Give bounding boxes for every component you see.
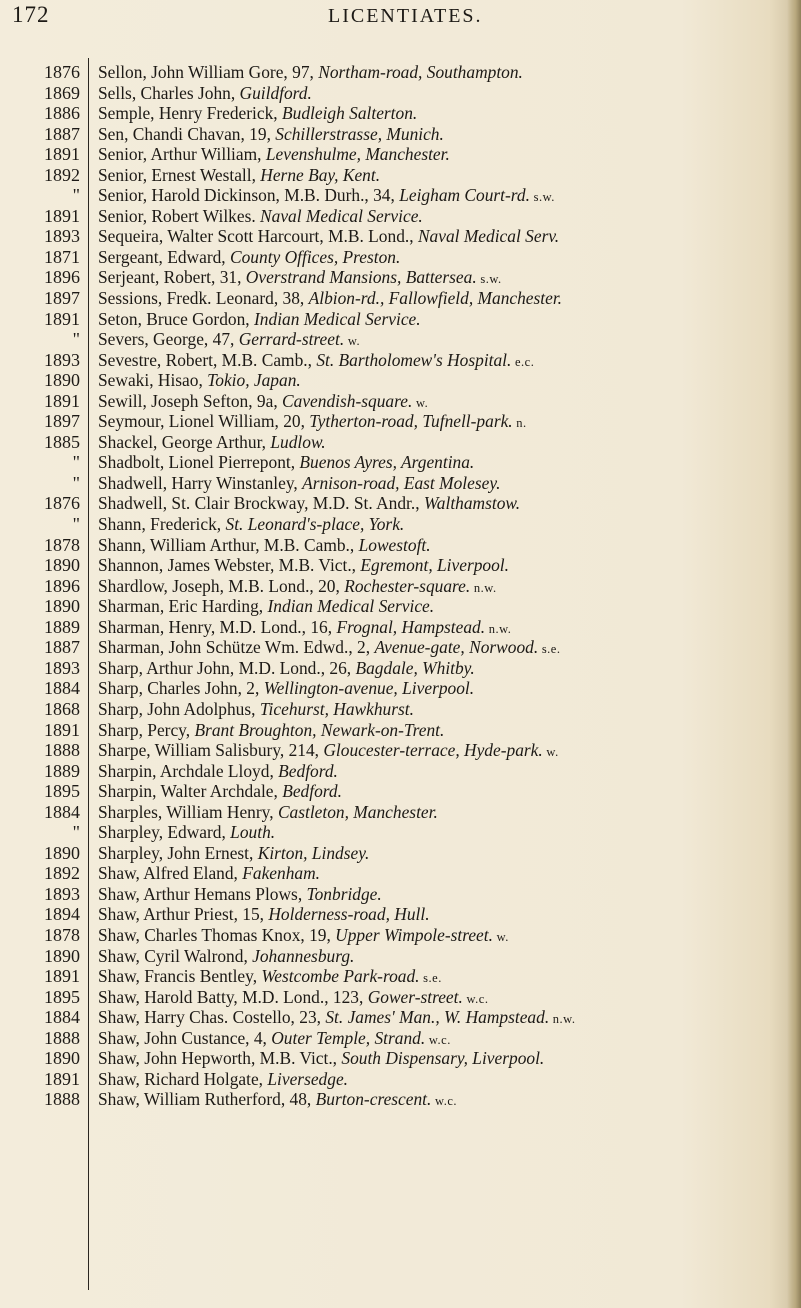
entry-year: 1892 (44, 164, 80, 185)
entry-name: Sells, Charles John, (98, 82, 240, 103)
entry-address: Gerrard-street. (238, 329, 345, 350)
entry-text (98, 1048, 793, 1070)
entry-year: " (72, 472, 80, 493)
entry-text (98, 781, 793, 803)
entry-address: Gower-street. (367, 986, 463, 1007)
page-header (0, 2, 801, 36)
entry-district: e.c. (511, 354, 535, 369)
entry-district: n. (512, 416, 527, 431)
entry-address: Ticehurst, Hawkhurst. (259, 698, 414, 719)
entry-text (98, 637, 793, 659)
entry-text (98, 83, 793, 105)
entry-address: Wellington-avenue, Liverpool. (263, 678, 475, 699)
entry-name: Serjeant, Robert, 31, (98, 267, 246, 288)
entry-district: n.w. (470, 580, 497, 595)
entry-name: Sewaki, Hisao, (98, 370, 208, 391)
entry-year: 1884 (44, 678, 80, 699)
entry-address: Lowestoft. (358, 534, 431, 555)
entry-name: Sharpin, Walter Archdale, (98, 781, 283, 802)
entry-name: Shadbolt, Lionel Pierrepont, (98, 452, 300, 473)
entry-text (98, 576, 793, 598)
entry-address: Schillerstrasse, Munich. (275, 123, 444, 144)
entry-address: Naval Medical Serv. (417, 226, 560, 247)
list-item (0, 843, 801, 864)
list-item (0, 617, 801, 638)
entry-address: Leigham Court-rd. (399, 185, 530, 206)
entry-name: Shaw, Charles Thomas Knox, 19, (98, 924, 336, 945)
list-item (0, 678, 801, 699)
list-item (0, 432, 801, 453)
list-item (0, 884, 801, 905)
entry-name: Senior, Arthur William, (98, 144, 266, 165)
entry-text (98, 329, 793, 351)
entry-address: Tytherton-road, Tufnell-park. (309, 411, 513, 432)
entry-address: Outer Temple, Strand. (271, 1027, 426, 1048)
entry-address: Guildford. (239, 82, 312, 103)
list-item (0, 535, 801, 556)
entry-name: Sharpin, Archdale Lloyd, (98, 760, 279, 781)
entry-text (98, 678, 793, 700)
entry-district: n.w. (485, 621, 512, 636)
list-item (0, 1028, 801, 1049)
entry-address: Bedford. (278, 760, 338, 781)
entry-name: Sergeant, Edward, (98, 246, 231, 267)
entry-year: " (72, 822, 80, 843)
entry-name: Shaw, John Custance, 4, (98, 1027, 272, 1048)
entry-year: 1871 (44, 246, 80, 267)
entry-name: Shackel, George Arthur, (98, 431, 271, 452)
entry-year: 1893 (44, 657, 80, 678)
entry-year: 1886 (44, 103, 80, 124)
entry-address: Avenue-gate, Norwood. (374, 637, 539, 658)
list-item (0, 925, 801, 946)
entry-name: Severs, George, 47, (98, 329, 239, 350)
entry-name: Shaw, William Rutherford, 48, (98, 1089, 316, 1110)
list-item (0, 103, 801, 124)
entry-text (98, 1007, 793, 1029)
entry-name: Sharman, John Schütze Wm. Edwd., 2, (98, 637, 375, 658)
entry-text (98, 617, 793, 639)
entry-text (98, 452, 793, 474)
list-item (0, 863, 801, 884)
entry-name: Shaw, John Hepworth, M.B. Vict., (98, 1048, 342, 1069)
entry-year: 1890 (44, 555, 80, 576)
list-item (0, 596, 801, 617)
entry-district: s.e. (419, 971, 442, 986)
entry-text (98, 720, 793, 742)
entry-address: Upper Wimpole-street. (335, 924, 493, 945)
entry-year: 1894 (44, 904, 80, 925)
entry-name: Shaw, Richard Holgate, (98, 1068, 268, 1089)
entry-name: Sharp, Arthur John, M.D. Lond., 26, (98, 657, 356, 678)
entry-name: Sewill, Joseph Sefton, 9a, (98, 390, 283, 411)
licentiates-list (0, 62, 801, 1110)
entry-address: Johannesburg. (252, 945, 355, 966)
entry-year: 1891 (44, 719, 80, 740)
entry-text (98, 966, 793, 988)
list-item (0, 822, 801, 843)
entry-year: 1887 (44, 123, 80, 144)
entry-address: Herne Bay, Kent. (260, 164, 381, 185)
entry-year: " (72, 185, 80, 206)
list-item (0, 740, 801, 761)
list-item (0, 637, 801, 658)
list-item (0, 1069, 801, 1090)
entry-address: Egremont, Liverpool. (360, 555, 509, 576)
entry-name: Shann, Frederick, (98, 514, 226, 535)
list-item (0, 329, 801, 350)
entry-text (98, 761, 793, 783)
entry-name: Sen, Chandi Chavan, 19, (98, 123, 276, 144)
entry-text (98, 124, 793, 146)
entry-year: " (72, 329, 80, 350)
entry-year: 1878 (44, 924, 80, 945)
entry-text (98, 904, 793, 926)
entry-name: Sessions, Fredk. Leonard, 38, (98, 288, 309, 309)
entry-year: " (72, 452, 80, 473)
entry-year: 1890 (44, 842, 80, 863)
entry-name: Shaw, Francis Bentley, (98, 966, 262, 987)
entry-year: 1868 (44, 698, 80, 719)
entry-district: s.e. (538, 642, 561, 657)
entry-year: 1884 (44, 801, 80, 822)
entry-address: Arnison-road, East Molesey. (302, 472, 501, 493)
entry-address: Walthamstow. (423, 493, 521, 514)
list-item (0, 452, 801, 473)
entry-text (98, 822, 793, 844)
entry-address: Ludlow. (270, 431, 326, 452)
list-item (0, 309, 801, 330)
entry-address: Holderness-road, Hull. (268, 904, 430, 925)
entry-text (98, 1028, 793, 1050)
list-item (0, 904, 801, 925)
list-item (0, 124, 801, 145)
list-item (0, 185, 801, 206)
entry-year: 1890 (44, 370, 80, 391)
entry-year: 1893 (44, 349, 80, 370)
entry-name: Senior, Ernest Westall, (98, 164, 261, 185)
list-item (0, 473, 801, 494)
entry-text (98, 267, 793, 289)
list-item (0, 1089, 801, 1110)
entry-address: Cavendish-square. (282, 390, 413, 411)
entry-text (98, 863, 793, 885)
entry-name: Shaw, Alfred Eland, (98, 863, 243, 884)
entry-name: Sharpley, Edward, (98, 822, 231, 843)
entry-address: Tonbridge. (306, 883, 382, 904)
entry-address: Louth. (230, 822, 276, 843)
entry-year: 1888 (44, 1027, 80, 1048)
entry-year: 1891 (44, 390, 80, 411)
entry-name: Shaw, Arthur Priest, 15, (98, 904, 269, 925)
entry-text (98, 699, 793, 721)
list-item (0, 144, 801, 165)
entry-address: Castleton, Manchester. (277, 801, 438, 822)
entry-name: Shaw, Harold Batty, M.D. Lond., 123, (98, 986, 368, 1007)
list-item (0, 206, 801, 227)
entry-address: Burton-crescent. (315, 1089, 432, 1110)
entry-text (98, 62, 793, 84)
entry-address: Kirton, Lindsey. (257, 842, 370, 863)
entry-name: Sharp, Charles John, 2, (98, 678, 264, 699)
entry-name: Sharpley, John Ernest, (98, 842, 258, 863)
list-item (0, 802, 801, 823)
entry-name: Shann, William Arthur, M.B. Camb., (98, 534, 359, 555)
entry-name: Seymour, Lionel William, 20, (98, 411, 310, 432)
entry-name: Sevestre, Robert, M.B. Camb., (98, 349, 317, 370)
entry-address: Bagdale, Whitby. (355, 657, 475, 678)
list-item (0, 267, 801, 288)
entry-name: Semple, Henry Frederick, (98, 103, 282, 124)
entry-year: 1896 (44, 575, 80, 596)
entry-text (98, 309, 793, 331)
list-item (0, 781, 801, 802)
list-item (0, 350, 801, 371)
list-item (0, 946, 801, 967)
entry-text (98, 555, 793, 577)
entry-address: Albion-rd., Fallowfield, Manchester. (308, 288, 563, 309)
entry-year: 1893 (44, 226, 80, 247)
page-number: 172 (12, 2, 50, 27)
list-item (0, 391, 801, 412)
entry-address: Tokio, Japan. (207, 370, 301, 391)
entry-text (98, 843, 793, 865)
entry-address: Fakenham. (242, 863, 320, 884)
list-item (0, 514, 801, 535)
entry-address: Budleigh Salterton. (282, 103, 418, 124)
entry-year: 1897 (44, 411, 80, 432)
entry-text (98, 391, 793, 413)
entry-text (98, 1069, 793, 1091)
entry-district: w.c. (462, 991, 489, 1006)
entry-district: w. (542, 745, 559, 760)
entry-year: 1890 (44, 945, 80, 966)
entry-text (98, 165, 793, 187)
entry-year: 1889 (44, 616, 80, 637)
list-item (0, 658, 801, 679)
entry-name: Sellon, John William Gore, 97, (98, 62, 319, 82)
entry-year: 1897 (44, 288, 80, 309)
entry-address: St. Bartholomew's Hospital. (316, 349, 512, 370)
entry-year: 1876 (44, 62, 80, 82)
entry-text (98, 946, 793, 968)
entry-year: 1895 (44, 781, 80, 802)
list-item (0, 493, 801, 514)
entry-address: Northam-road, Southampton. (318, 62, 523, 82)
entry-name: Sharpe, William Salisbury, 214, (98, 740, 324, 761)
list-item (0, 165, 801, 186)
page-edge-shadow (787, 0, 801, 1308)
entry-address: St. James' Man., W. Hampstead. (325, 1007, 550, 1028)
entry-year: 1892 (44, 863, 80, 884)
entry-name: Sharp, John Adolphus, (98, 698, 260, 719)
entry-name: Shaw, Cyril Walrond, (98, 945, 253, 966)
entry-text (98, 247, 793, 269)
entry-district: w.c. (425, 1032, 451, 1047)
entry-name: Seton, Bruce Gordon, (98, 308, 255, 329)
entry-year: 1887 (44, 637, 80, 658)
entry-address: Naval Medical Service. (260, 205, 423, 226)
list-item (0, 699, 801, 720)
list-item (0, 288, 801, 309)
entry-text (98, 206, 793, 228)
entry-text (98, 884, 793, 906)
entry-name: Shaw, Harry Chas. Costello, 23, (98, 1007, 326, 1028)
entry-text (98, 370, 793, 392)
entry-name: Shannon, James Webster, M.B. Vict., (98, 555, 361, 576)
list-item (0, 247, 801, 268)
entry-address: St. Leonard's-place, York. (225, 514, 405, 535)
entry-district: w.c. (431, 1094, 458, 1109)
entry-text (98, 350, 793, 372)
list-item (0, 226, 801, 247)
entry-year: " (72, 514, 80, 535)
entry-year: 1893 (44, 883, 80, 904)
entry-year: 1888 (44, 740, 80, 761)
entry-address: Bedford. (282, 781, 342, 802)
entry-district: w. (492, 929, 509, 944)
entry-year: 1869 (44, 82, 80, 103)
list-item (0, 555, 801, 576)
entry-text (98, 432, 793, 454)
entry-address: Brant Broughton, Newark-on-Trent. (194, 719, 445, 740)
entry-text (98, 473, 793, 495)
entry-address: Gloucester-terrace, Hyde-park. (323, 740, 543, 761)
entry-year: 1891 (44, 966, 80, 987)
list-item (0, 1048, 801, 1069)
entry-name: Senior, Harold Dickinson, M.B. Durh., 34, (98, 185, 400, 206)
entry-text (98, 740, 793, 762)
list-item (0, 720, 801, 741)
entry-text (98, 987, 793, 1009)
entry-name: Sharples, William Henry, (98, 801, 278, 822)
running-head: LICENTIATES. (328, 5, 483, 27)
entry-address: Indian Medical Service. (254, 308, 421, 329)
entry-name: Shadwell, Harry Winstanley, (98, 472, 303, 493)
entry-address: Westcombe Park-road. (261, 966, 420, 987)
entry-name: Sharman, Henry, M.D. Lond., 16, (98, 616, 337, 637)
entry-name: Sharman, Eric Harding, (98, 596, 268, 617)
list-item (0, 966, 801, 987)
entry-year: 1889 (44, 760, 80, 781)
entry-text (98, 411, 793, 433)
entry-address: Overstrand Mansions, Battersea. (245, 267, 477, 288)
entry-text (98, 1089, 793, 1111)
entry-text (98, 802, 793, 824)
list-item (0, 761, 801, 782)
entry-text (98, 514, 793, 536)
entry-year: 1891 (44, 308, 80, 329)
list-item (0, 1007, 801, 1028)
entry-year: 1890 (44, 596, 80, 617)
list-item (0, 370, 801, 391)
entry-name: Shaw, Arthur Hemans Plows, (98, 883, 307, 904)
entry-year: 1885 (44, 431, 80, 452)
entry-year: 1891 (44, 144, 80, 165)
entry-district: w. (344, 334, 361, 349)
entry-address: Levenshulme, Manchester. (265, 144, 450, 165)
list-item (0, 987, 801, 1008)
entry-district: s.w. (529, 190, 555, 205)
list-item (0, 411, 801, 432)
entry-name: Sharp, Percy, (98, 719, 195, 740)
entry-name: Shardlow, Joseph, M.B. Lond., 20, (98, 575, 345, 596)
entry-text (98, 596, 793, 618)
entry-name: Sequeira, Walter Scott Harcourt, M.B. Lond., (98, 226, 418, 247)
entry-address: Frognal, Hampstead. (336, 616, 486, 637)
entry-address: South Dispensary, Liverpool. (341, 1048, 545, 1069)
entry-text (98, 493, 793, 515)
entry-year: 1890 (44, 1048, 80, 1069)
entry-district: s.w. (476, 272, 502, 287)
list-item (0, 83, 801, 104)
entry-year: 1888 (44, 1089, 80, 1110)
list-item (0, 576, 801, 597)
entry-text (98, 103, 793, 125)
entry-address: Rochester-square. (344, 575, 471, 596)
entry-text (98, 925, 793, 947)
entry-text (98, 288, 793, 310)
entry-year: 1876 (44, 493, 80, 514)
entry-year: 1896 (44, 267, 80, 288)
list-item (0, 62, 801, 83)
entry-district: w. (412, 395, 429, 410)
entry-district: n.w. (549, 1012, 576, 1027)
entry-text (98, 535, 793, 557)
entry-text (98, 226, 793, 248)
entry-year: 1878 (44, 534, 80, 555)
entry-year: 1891 (44, 1068, 80, 1089)
entry-name: Senior, Robert Wilkes. (98, 205, 261, 226)
entry-address: Buenos Ayres, Argentina. (299, 452, 475, 473)
entry-text (98, 185, 793, 207)
entry-address: County Offices, Preston. (230, 246, 401, 267)
entry-text (98, 658, 793, 680)
entry-year: 1884 (44, 1007, 80, 1028)
entry-address: Liversedge. (267, 1068, 349, 1089)
entry-year: 1891 (44, 205, 80, 226)
entry-address: Indian Medical Service. (267, 596, 435, 617)
entry-text (98, 144, 793, 166)
entry-year: 1895 (44, 986, 80, 1007)
entry-name: Shadwell, St. Clair Brockway, M.D. St. Andr., (98, 493, 424, 514)
